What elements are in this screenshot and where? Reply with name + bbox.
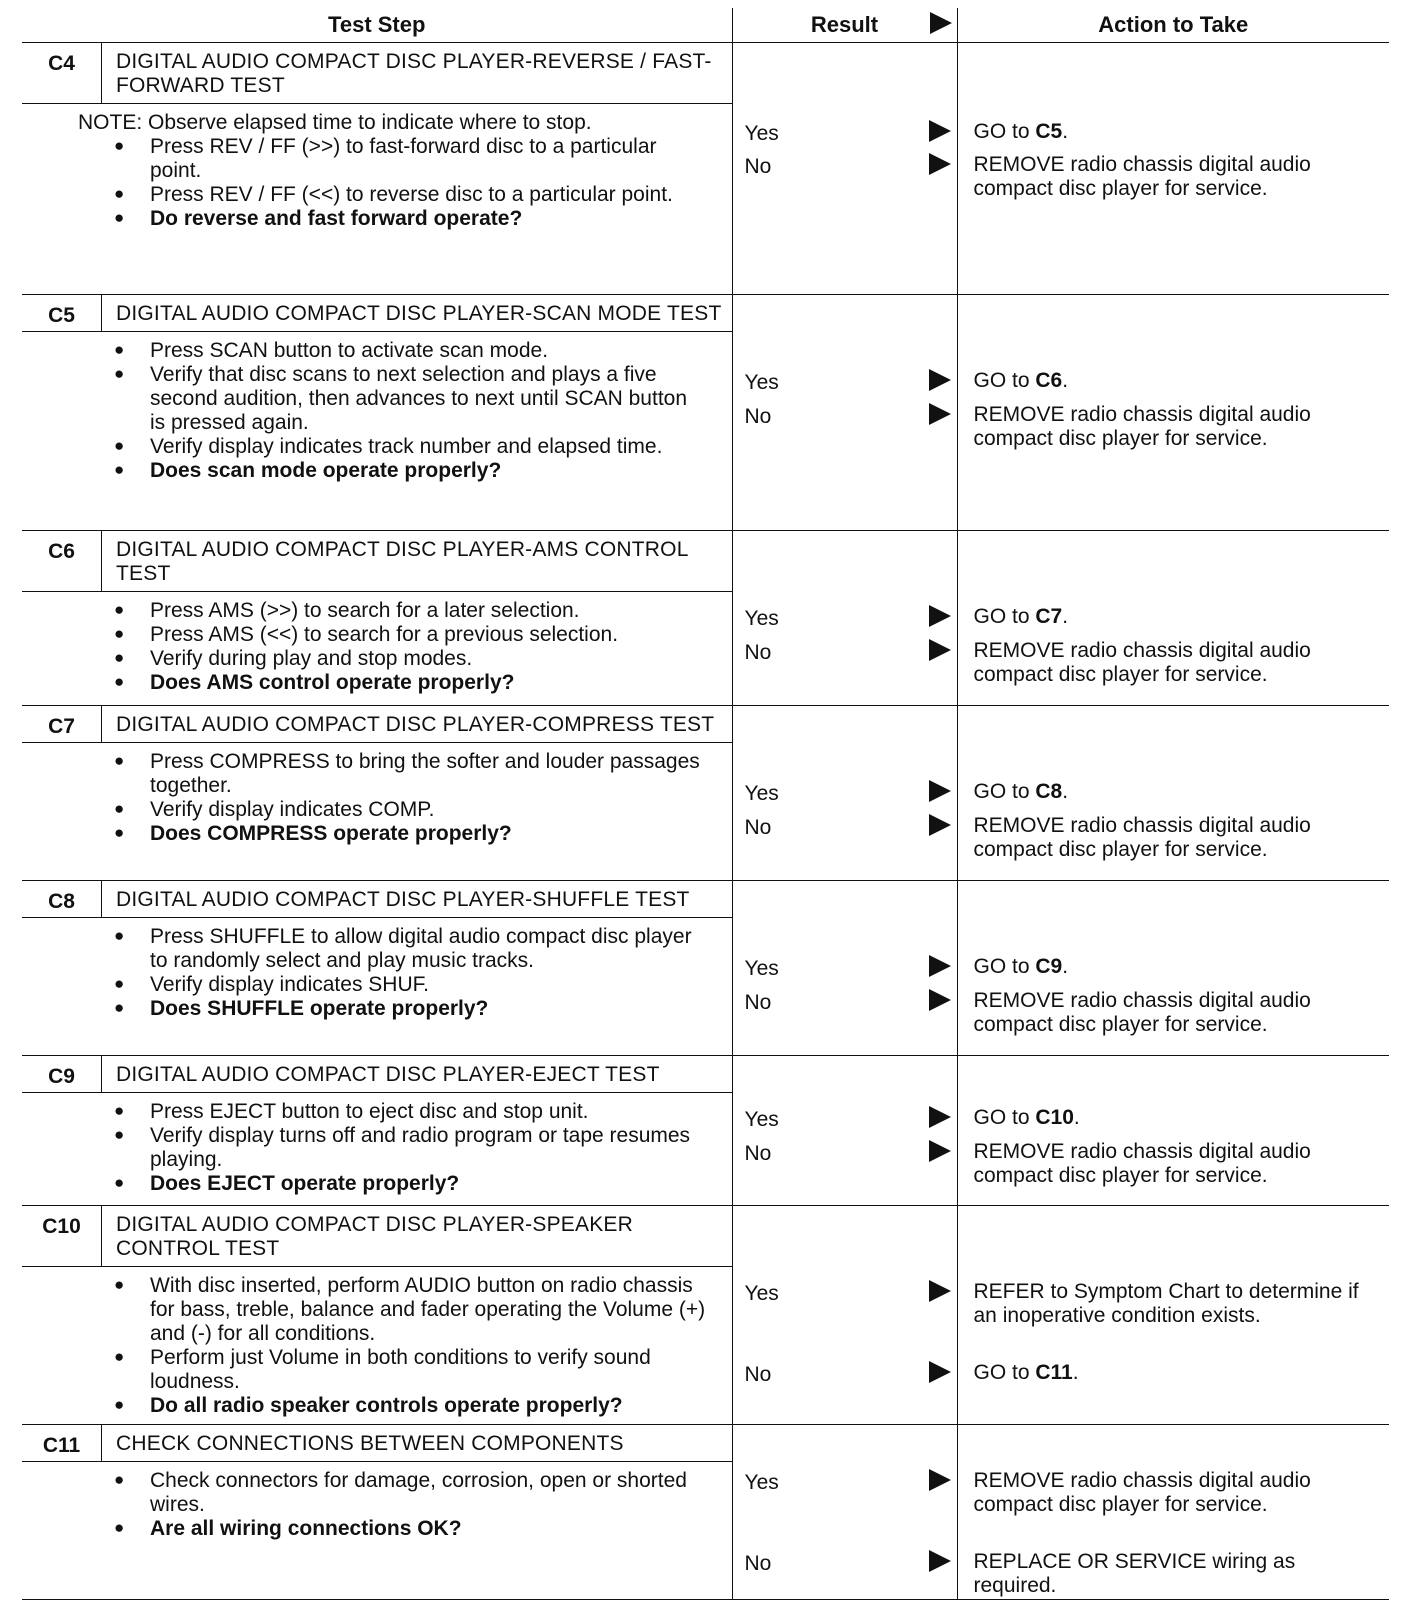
step-title-bar <box>22 295 732 332</box>
arrow-right-icon <box>929 1469 951 1491</box>
action-yes <box>974 605 1370 629</box>
step-instructions <box>22 1093 732 1202</box>
instruction-list <box>114 750 706 846</box>
action-yes <box>974 369 1370 393</box>
instruction-item: ● Press AMS (<<) to search for a previous selection. <box>114 623 706 647</box>
action-suffix: . <box>1073 1106 1080 1129</box>
step-id: C9 <box>22 1056 102 1092</box>
step-instructions <box>22 332 732 489</box>
step-id: C5 <box>22 295 102 331</box>
step-title-bar <box>22 531 732 592</box>
arrow-right-icon <box>929 989 951 1011</box>
arrow-right-icon <box>929 1140 951 1162</box>
result-no: No <box>744 155 772 178</box>
header-test-step: Test Step <box>22 8 732 43</box>
arrow-right-icon <box>929 120 951 142</box>
result-yes: Yes <box>744 607 779 630</box>
instruction-list <box>114 1100 706 1196</box>
action-yes <box>974 1469 1370 1517</box>
result-cell <box>732 531 957 706</box>
step-title-bar <box>22 881 732 918</box>
header-result <box>732 8 957 43</box>
instruction-item: ● Perform just Volume in both conditions to verify sound loudness. <box>114 1346 706 1394</box>
test-step-cell <box>22 1056 732 1206</box>
action-no <box>974 1361 1370 1385</box>
step-title: CHECK CONNECTIONS BETWEEN COMPONENTS <box>116 1432 624 1455</box>
result-yes: Yes <box>744 957 779 980</box>
step-title: DIGITAL AUDIO COMPACT DISC PLAYER-SCAN MODE TEST <box>116 302 722 325</box>
step-title: DIGITAL AUDIO COMPACT DISC PLAYER-REVERSE / FAST-FORWARD TEST <box>116 50 712 97</box>
test-step-cell <box>22 43 732 295</box>
result-no: No <box>744 991 772 1014</box>
action-no <box>974 1140 1370 1188</box>
action-text: REPLACE OR SERVICE wiring as required. <box>973 1550 1296 1597</box>
step-title: DIGITAL AUDIO COMPACT DISC PLAYER-SHUFFLE TEST <box>116 888 690 911</box>
step-instructions <box>22 743 732 852</box>
instruction-list <box>114 1469 706 1541</box>
instruction-item: ● Press REV / FF (>>) to fast-forward disc to a particular point. <box>114 135 706 183</box>
result-cell <box>732 881 957 1056</box>
step-title-bar <box>22 43 732 104</box>
step-title: DIGITAL AUDIO COMPACT DISC PLAYER-EJECT TEST <box>116 1063 660 1086</box>
result-yes: Yes <box>744 371 779 394</box>
instruction-item: ● Press REV / FF (<<) to reverse disc to a particular point. <box>114 183 706 207</box>
arrow-right-icon <box>929 403 951 425</box>
instruction-item: ● Verify that disc scans to next selection and plays a five second audition, then advances to next until SCAN button is pressed again. <box>114 363 706 435</box>
action-step-ref: C9 <box>1035 955 1063 978</box>
step-instructions <box>22 104 732 237</box>
instruction-item: ● Press EJECT button to eject disc and stop unit. <box>114 1100 706 1124</box>
step-question: ● Does scan mode operate properly? <box>114 459 706 483</box>
result-yes: Yes <box>744 1282 779 1305</box>
instruction-list <box>114 1274 706 1418</box>
result-cell <box>732 295 957 531</box>
instruction-item: ● Check connectors for damage, corrosion, open or shorted wires. <box>114 1469 706 1517</box>
step-question: ● Does EJECT operate properly? <box>114 1172 706 1196</box>
step-id: C10 <box>22 1206 102 1266</box>
result-no: No <box>744 1552 772 1575</box>
step-title-bar <box>22 1425 732 1462</box>
test-step-row <box>22 1206 1389 1425</box>
step-title-bar <box>22 706 732 743</box>
action-no <box>974 403 1370 451</box>
action-text: GO to <box>973 120 1036 143</box>
result-no: No <box>744 1142 772 1165</box>
result-no: No <box>744 1363 772 1386</box>
action-text: GO to <box>973 605 1036 628</box>
action-suffix: . <box>1062 780 1069 803</box>
test-step-cell <box>22 531 732 706</box>
action-step-ref: C6 <box>1035 369 1063 392</box>
action-cell <box>957 1206 1389 1425</box>
action-suffix: . <box>1062 955 1069 978</box>
test-step-row <box>22 43 1389 295</box>
action-text: REMOVE radio chassis digital audio compact disc player for service. <box>973 1140 1311 1187</box>
test-step-cell <box>22 706 732 881</box>
arrow-right-icon <box>929 955 951 977</box>
test-step-row <box>22 295 1389 531</box>
action-yes <box>974 1106 1370 1130</box>
test-step-row <box>22 706 1389 881</box>
instruction-item: ● Verify display indicates SHUF. <box>114 973 706 997</box>
action-text: GO to <box>973 955 1036 978</box>
arrow-right-icon <box>929 605 951 627</box>
action-text: GO to <box>973 1361 1036 1384</box>
arrow-right-icon <box>929 369 951 391</box>
action-cell <box>957 1425 1389 1600</box>
action-no <box>974 153 1370 201</box>
step-id: C4 <box>22 43 102 103</box>
arrow-right-icon <box>929 639 951 661</box>
action-no <box>974 1550 1370 1598</box>
instruction-item: ● Press AMS (>>) to search for a later selection. <box>114 599 706 623</box>
result-cell <box>732 43 957 295</box>
action-suffix: . <box>1062 605 1069 628</box>
test-step-row <box>22 881 1389 1056</box>
action-cell <box>957 881 1389 1056</box>
step-id: C11 <box>22 1425 102 1461</box>
instruction-item: ● Verify display indicates COMP. <box>114 798 706 822</box>
action-text: REMOVE radio chassis digital audio compact disc player for service. <box>973 1469 1311 1516</box>
arrow-right-icon <box>929 780 951 802</box>
step-instructions <box>22 918 732 1027</box>
test-step-row <box>22 531 1389 706</box>
action-cell <box>957 1056 1389 1206</box>
instruction-item: ● Verify display turns off and radio program or tape resumes playing. <box>114 1124 706 1172</box>
action-no <box>974 814 1370 862</box>
action-text: REMOVE radio chassis digital audio compact disc player for service. <box>973 814 1311 861</box>
action-suffix: . <box>1062 369 1069 392</box>
step-id: C8 <box>22 881 102 917</box>
action-text: REMOVE radio chassis digital audio compact disc player for service. <box>973 639 1311 686</box>
step-title: DIGITAL AUDIO COMPACT DISC PLAYER-AMS CONTROL TEST <box>116 538 688 585</box>
arrow-right-icon <box>929 1550 951 1572</box>
step-id: C7 <box>22 706 102 742</box>
action-yes <box>974 1280 1370 1328</box>
step-question: ● Does COMPRESS operate properly? <box>114 822 706 846</box>
table-header-row <box>22 8 1389 43</box>
step-id: C6 <box>22 531 102 591</box>
action-no <box>974 989 1370 1037</box>
instruction-list <box>114 135 706 231</box>
step-title-bar <box>22 1206 732 1267</box>
result-cell <box>732 1056 957 1206</box>
step-instructions <box>22 1462 732 1547</box>
pinpoint-test-table <box>22 8 1389 1600</box>
instruction-item: ● With disc inserted, perform AUDIO button on radio chassis for bass, treble, balance and fader operating the Volume (+) and (-) for all conditions. <box>114 1274 706 1346</box>
action-text: REMOVE radio chassis digital audio compact disc player for service. <box>973 403 1311 450</box>
action-yes <box>974 120 1370 144</box>
test-step-cell <box>22 1425 732 1600</box>
result-yes: Yes <box>744 782 779 805</box>
step-question: ● Do all radio speaker controls operate properly? <box>114 1394 706 1418</box>
arrow-right-icon <box>929 1361 951 1383</box>
action-cell <box>957 706 1389 881</box>
instruction-item: ● Press SCAN button to activate scan mode. <box>114 339 706 363</box>
step-question: ● Are all wiring connections OK? <box>114 1517 706 1541</box>
arrow-right-icon <box>929 153 951 175</box>
arrow-right-icon <box>930 12 952 34</box>
instruction-item: ● Verify display indicates track number and elapsed time. <box>114 435 706 459</box>
action-cell <box>957 531 1389 706</box>
result-no: No <box>744 816 772 839</box>
step-instructions <box>22 592 732 701</box>
step-instructions <box>22 1267 732 1424</box>
step-title: DIGITAL AUDIO COMPACT DISC PLAYER-SPEAKER CONTROL TEST <box>116 1213 633 1260</box>
action-no <box>974 639 1370 687</box>
action-suffix: . <box>1072 1361 1079 1384</box>
step-title: DIGITAL AUDIO COMPACT DISC PLAYER-COMPRESS TEST <box>116 713 715 736</box>
test-step-row <box>22 1425 1389 1600</box>
step-question: ● Does SHUFFLE operate properly? <box>114 997 706 1021</box>
result-yes: Yes <box>744 1471 779 1494</box>
action-suffix: . <box>1062 120 1069 143</box>
action-text: REMOVE radio chassis digital audio compact disc player for service. <box>973 153 1311 200</box>
step-note: NOTE: Observe elapsed time to indicate where to stop. <box>78 111 592 134</box>
action-step-ref: C10 <box>1035 1106 1074 1129</box>
action-cell <box>957 295 1389 531</box>
instruction-list <box>114 599 706 695</box>
step-question: ● Does AMS control operate properly? <box>114 671 706 695</box>
header-action: Action to Take <box>957 8 1389 43</box>
action-text: GO to <box>973 1106 1036 1129</box>
action-step-ref: C8 <box>1035 780 1063 803</box>
test-step-cell <box>22 1206 732 1425</box>
arrow-right-icon <box>929 1280 951 1302</box>
action-step-ref: C7 <box>1035 605 1063 628</box>
result-no: No <box>744 405 772 428</box>
action-text: GO to <box>973 369 1036 392</box>
action-cell <box>957 43 1389 295</box>
test-step-row <box>22 1056 1389 1206</box>
result-cell <box>732 1425 957 1600</box>
action-text: REFER to Symptom Chart to determine if an inoperative condition exists. <box>973 1280 1359 1327</box>
arrow-right-icon <box>929 814 951 836</box>
arrow-right-icon <box>929 1106 951 1128</box>
step-question: ● Do reverse and fast forward operate? <box>114 207 706 231</box>
test-step-cell <box>22 295 732 531</box>
instruction-item: ● Verify during play and stop modes. <box>114 647 706 671</box>
action-yes <box>974 780 1370 804</box>
result-cell <box>732 1206 957 1425</box>
action-step-ref: C5 <box>1035 120 1063 143</box>
result-yes: Yes <box>744 1108 779 1131</box>
result-yes: Yes <box>744 122 779 145</box>
instruction-list <box>114 925 706 1021</box>
result-no: No <box>744 641 772 664</box>
action-step-ref: C11 <box>1035 1361 1073 1384</box>
step-title-bar <box>22 1056 732 1093</box>
action-text: GO to <box>973 780 1036 803</box>
header-result-label: Result <box>810 12 879 37</box>
instruction-list <box>114 339 706 483</box>
test-step-cell <box>22 881 732 1056</box>
instruction-item: ● Press COMPRESS to bring the softer and louder passages together. <box>114 750 706 798</box>
result-cell <box>732 706 957 881</box>
action-text: REMOVE radio chassis digital audio compact disc player for service. <box>973 989 1311 1036</box>
instruction-item: ● Press SHUFFLE to allow digital audio compact disc player to randomly select and play music tracks. <box>114 925 706 973</box>
action-yes <box>974 955 1370 979</box>
